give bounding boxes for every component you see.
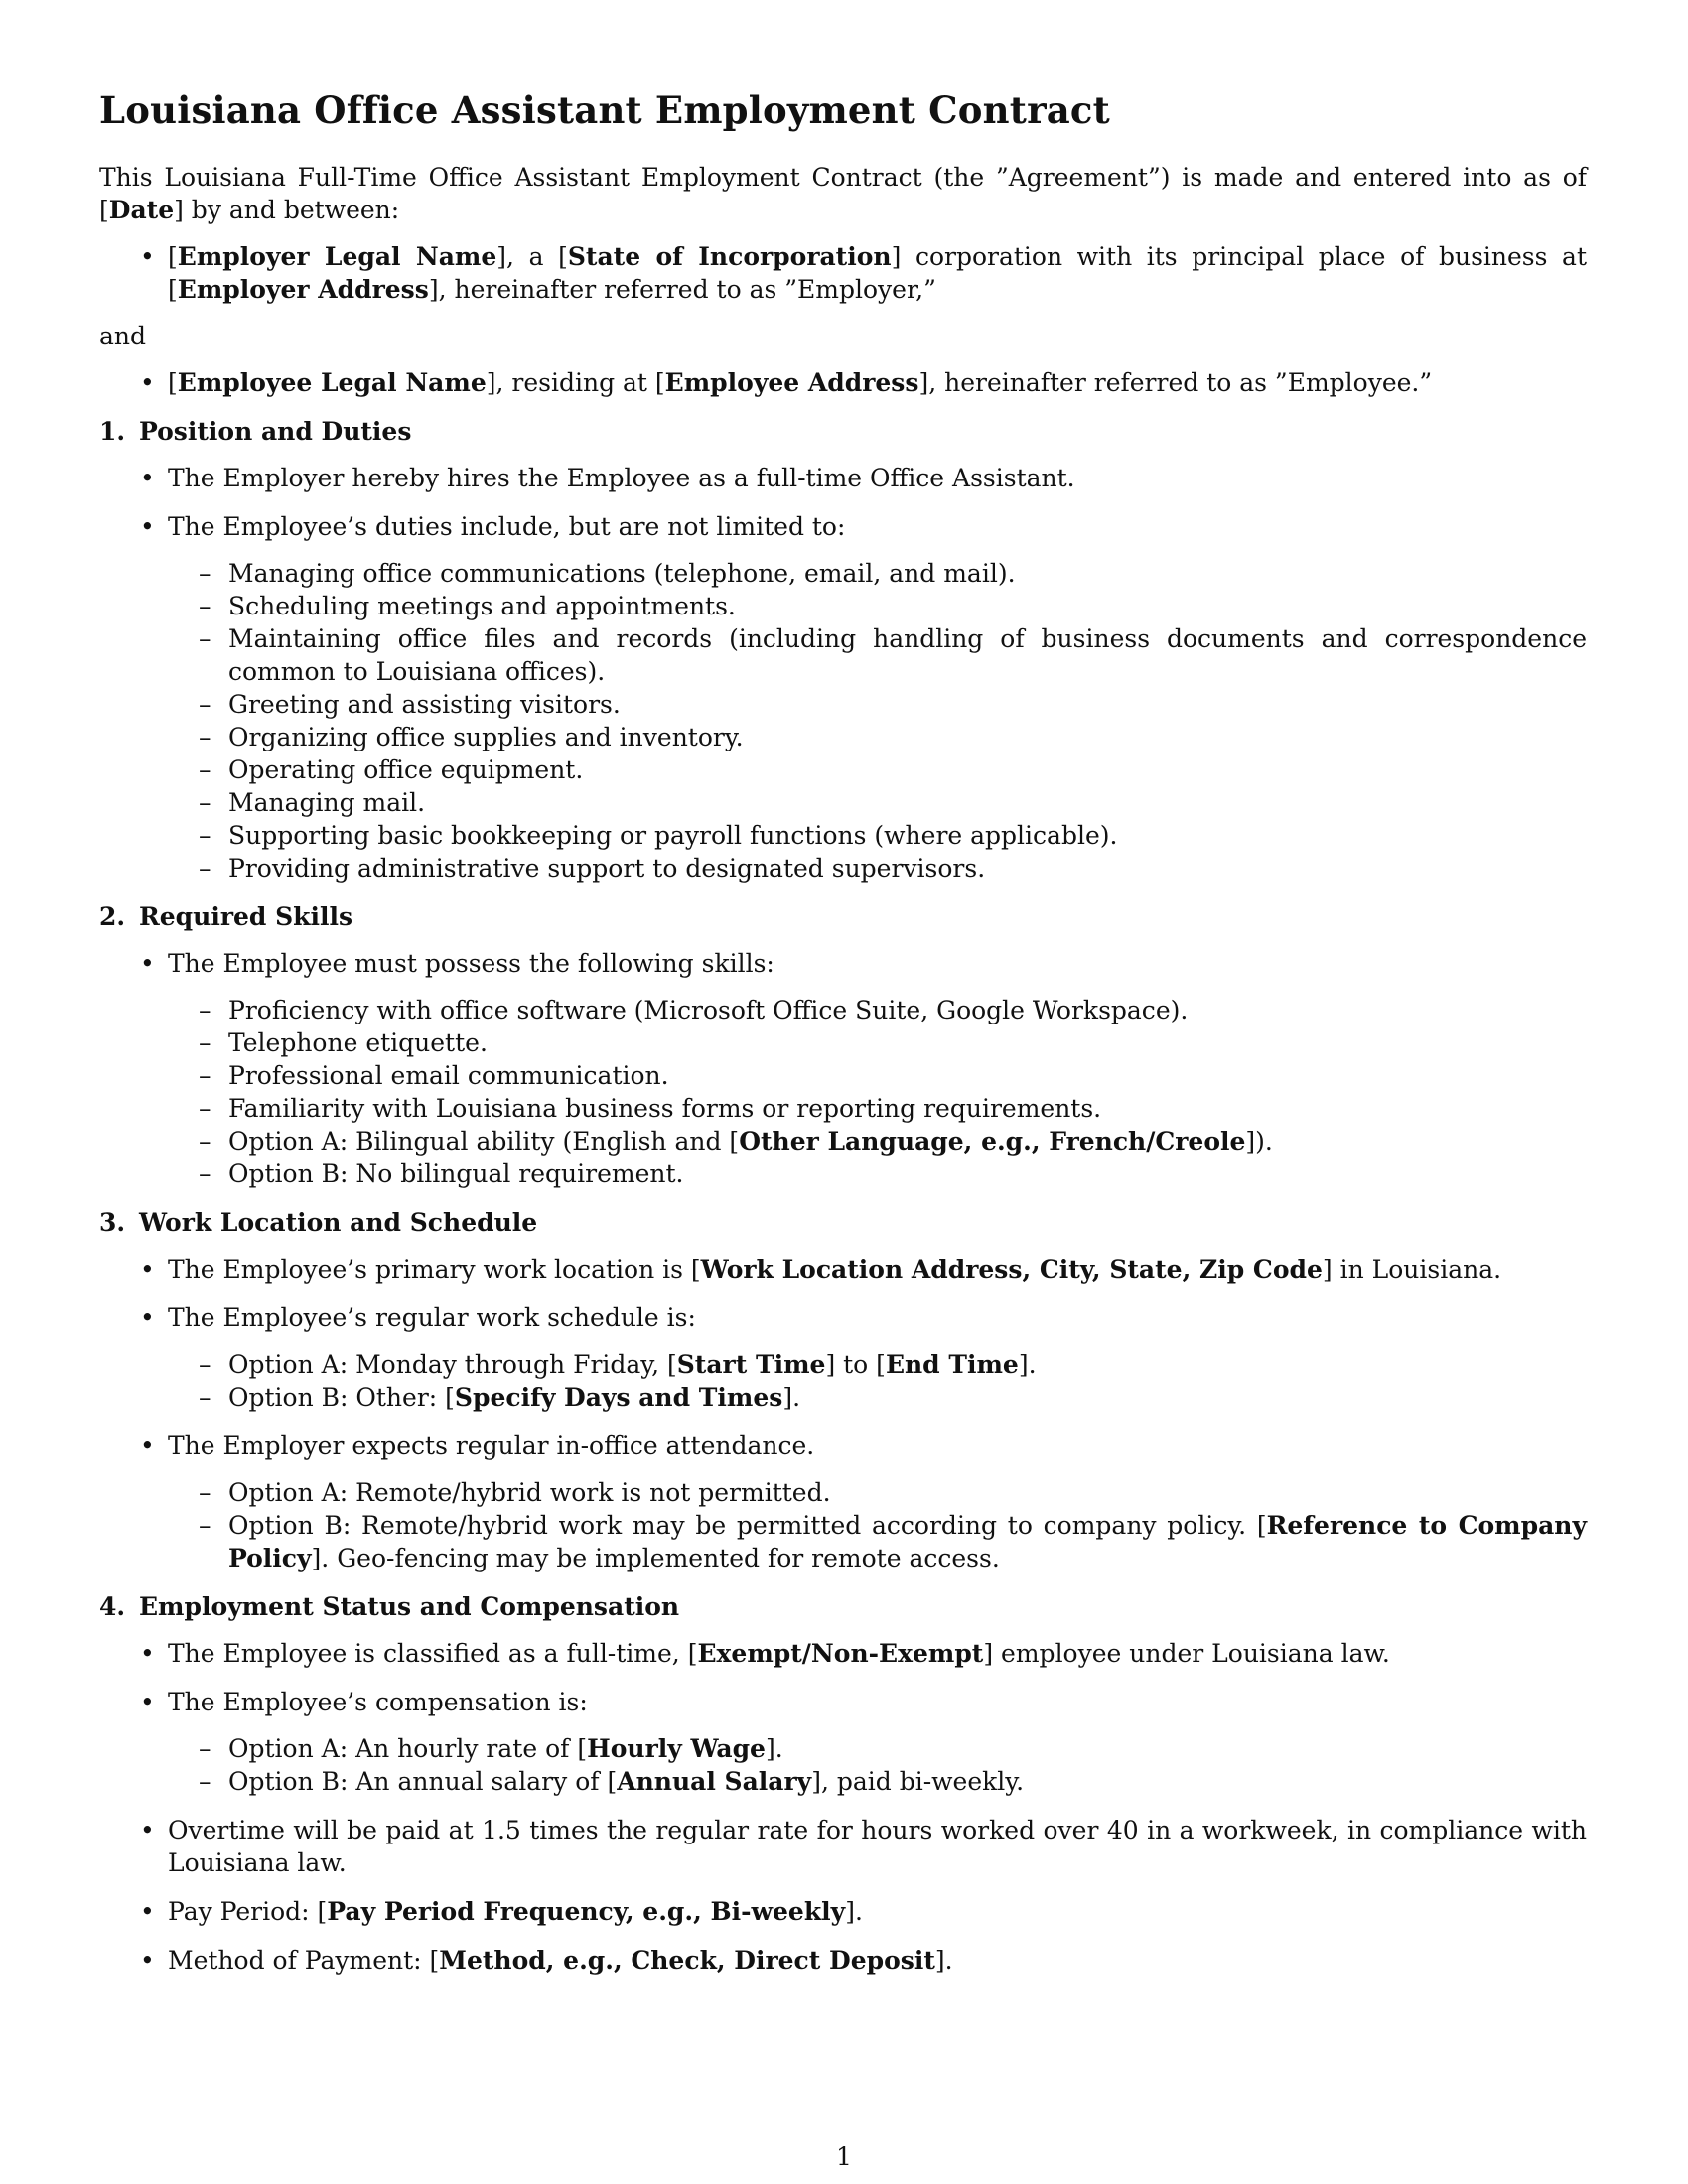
skill-item: – Telephone etiquette. — [228, 1026, 1587, 1059]
remote-options — [168, 1476, 1587, 1574]
list-item — [168, 1430, 1587, 1574]
section-heading-2 — [99, 900, 1587, 933]
text: ]. Geo-fencing may be implemented for remote access. — [311, 1544, 1000, 1572]
party-employee-list — [99, 366, 1587, 399]
text: Option B: An annual salary of [ — [228, 1767, 618, 1796]
text: ], hereinafter referred to as ”Employer,” — [428, 275, 936, 304]
intro-text-end: ] by and between: — [174, 196, 400, 224]
section-title: Employment Status and Compensation — [139, 1592, 680, 1621]
text: The Employee is classified as a full-time, [ — [168, 1639, 698, 1668]
skill-item: – Familiarity with Louisiana business forms or reporting requirements. — [228, 1092, 1587, 1125]
annual-salary-placeholder: Annual Salary — [617, 1767, 812, 1796]
section-title: Work Location and Schedule — [139, 1208, 538, 1237]
section-1-list — [99, 462, 1587, 885]
text: Option B: Remote/hybrid work may be permitted according to company policy. [ — [228, 1511, 1267, 1540]
duty-item: – Managing mail. — [228, 786, 1587, 819]
text: ]. — [782, 1383, 801, 1412]
list-item — [168, 1895, 1587, 1928]
section-4-list — [99, 1637, 1587, 1977]
policy-placeholder: Reference to Company Policy — [228, 1511, 1587, 1572]
skill-item: – Professional email communication. — [228, 1059, 1587, 1092]
start-time-placeholder: Start Time — [676, 1350, 826, 1379]
days-times-placeholder: Specify Days and Times — [454, 1383, 783, 1412]
list-item — [168, 1301, 1587, 1414]
document-page — [99, 87, 1587, 1992]
text: ] to [ — [825, 1350, 886, 1379]
duty-item: – Scheduling meetings and appointments. — [228, 590, 1587, 622]
section-title: Required Skills — [139, 902, 353, 931]
end-time-placeholder: End Time — [885, 1350, 1019, 1379]
schedule-options — [168, 1348, 1587, 1414]
section-number: 4. — [99, 1592, 126, 1621]
text: ], hereinafter referred to as ”Employee.” — [918, 368, 1433, 397]
text: The Employee’s primary work location is [ — [168, 1255, 701, 1284]
compensation-options — [168, 1732, 1587, 1798]
text: Option A: Monday through Friday, [ — [228, 1350, 677, 1379]
text: Option A: Bilingual ability (English and [ — [228, 1127, 740, 1156]
section-number: 3. — [99, 1208, 126, 1237]
duty-item: – Organizing office supplies and inventory. — [228, 721, 1587, 753]
skill-item: – Option B: No bilingual requirement. — [228, 1158, 1587, 1190]
duty-item: – Maintaining office files and records (including handling of business documents and correspondence common to Louisiana offices). — [228, 622, 1587, 688]
section-heading-3 — [99, 1206, 1587, 1239]
duty-item: – Supporting basic bookkeeping or payroll functions (where applicable). — [228, 819, 1587, 852]
text: Method of Payment: [ — [168, 1946, 440, 1975]
text: The Employee’s duties include, but are not limited to: — [168, 512, 846, 541]
text: ]. — [1018, 1350, 1037, 1379]
option-item — [228, 1765, 1587, 1798]
text: Option A: An hourly rate of [ — [228, 1734, 588, 1763]
text: ]. — [845, 1897, 863, 1926]
section-heading-4 — [99, 1590, 1587, 1623]
text: ], a [ — [496, 242, 568, 271]
skills-list — [168, 994, 1587, 1190]
section-number: 1. — [99, 417, 126, 446]
state-placeholder: State of Incorporation — [567, 242, 892, 271]
text: ], paid bi-weekly. — [811, 1767, 1025, 1796]
employee-name-placeholder: Employee Legal Name — [177, 368, 487, 397]
option-item: – Option A: Remote/hybrid work is not permitted. — [228, 1476, 1587, 1509]
party-employer — [168, 240, 1587, 306]
option-item — [228, 1381, 1587, 1414]
list-item — [168, 510, 1587, 885]
text: The Employee must possess the following skills: — [168, 949, 774, 978]
hourly-wage-placeholder: Hourly Wage — [587, 1734, 766, 1763]
date-placeholder: Date — [108, 196, 175, 224]
list-item: • Overtime will be paid at 1.5 times the regular rate for hours worked over 40 in a workweek, in compliance with Louisiana law. — [168, 1814, 1587, 1879]
text: ] corporation with its principal place of business at [ — [168, 242, 1587, 304]
payment-method-placeholder: Method, e.g., Check, Direct Deposit — [439, 1946, 935, 1975]
section-heading-1 — [99, 415, 1587, 448]
text: [ — [168, 242, 178, 271]
duty-item: – Operating office equipment. — [228, 753, 1587, 786]
employee-address-placeholder: Employee Address — [664, 368, 919, 397]
party-employee — [168, 366, 1587, 399]
list-item — [168, 1686, 1587, 1798]
section-title: Position and Duties — [139, 417, 412, 446]
text: ]). — [1245, 1127, 1273, 1156]
document-title: Louisiana Office Assistant Employment Contract — [99, 88, 1110, 132]
text: ]. — [765, 1734, 783, 1763]
text: Pay Period: [ — [168, 1897, 328, 1926]
duties-list — [168, 557, 1587, 885]
language-placeholder: Other Language, e.g., French/Creole — [739, 1127, 1246, 1156]
option-item — [228, 1509, 1587, 1574]
employer-address-placeholder: Employer Address — [177, 275, 429, 304]
section-2-list — [99, 947, 1587, 1190]
and-text: and — [99, 322, 147, 350]
duty-item: – Providing administrative support to designated supervisors. — [228, 852, 1587, 885]
party-employer-list — [99, 240, 1587, 306]
work-location-placeholder: Work Location Address, City, State, Zip Code — [700, 1255, 1323, 1284]
text: [ — [168, 368, 178, 397]
exempt-placeholder: Exempt/Non-Exempt — [697, 1639, 984, 1668]
option-item — [228, 1348, 1587, 1381]
text: The Employee’s compensation is: — [168, 1688, 588, 1716]
employer-name-placeholder: Employer Legal Name — [177, 242, 497, 271]
section-3-list — [99, 1253, 1587, 1574]
duty-item: – Greeting and assisting visitors. — [228, 688, 1587, 721]
intro-paragraph — [99, 161, 1587, 226]
list-item — [168, 947, 1587, 1190]
text: ]. — [934, 1946, 953, 1975]
pay-period-placeholder: Pay Period Frequency, e.g., Bi-weekly — [327, 1897, 846, 1926]
list-item: • The Employer hereby hires the Employee as a full-time Office Assistant. — [168, 462, 1587, 494]
option-item — [228, 1732, 1587, 1765]
page-number: 1 — [836, 2142, 852, 2171]
text: The Employer expects regular in-office attendance. — [168, 1432, 815, 1460]
text: ] employee under Louisiana law. — [983, 1639, 1390, 1668]
text: ] in Louisiana. — [1322, 1255, 1502, 1284]
list-item — [168, 1253, 1587, 1286]
text: The Employee’s regular work schedule is: — [168, 1303, 696, 1332]
skill-item — [228, 1125, 1587, 1158]
section-number: 2. — [99, 902, 126, 931]
intro-text: This Louisiana Full-Time Office Assistant Employment Contract (the ”Agreement”) is made and entered into as of [ — [99, 163, 1587, 224]
text: ], residing at [ — [486, 368, 665, 397]
skill-item: – Proficiency with office software (Microsoft Office Suite, Google Workspace). — [228, 994, 1587, 1026]
duty-item: – Managing office communications (telephone, email, and mail). — [228, 557, 1587, 590]
list-item — [168, 1944, 1587, 1977]
text: Option B: Other: [ — [228, 1383, 455, 1412]
list-item — [168, 1637, 1587, 1670]
